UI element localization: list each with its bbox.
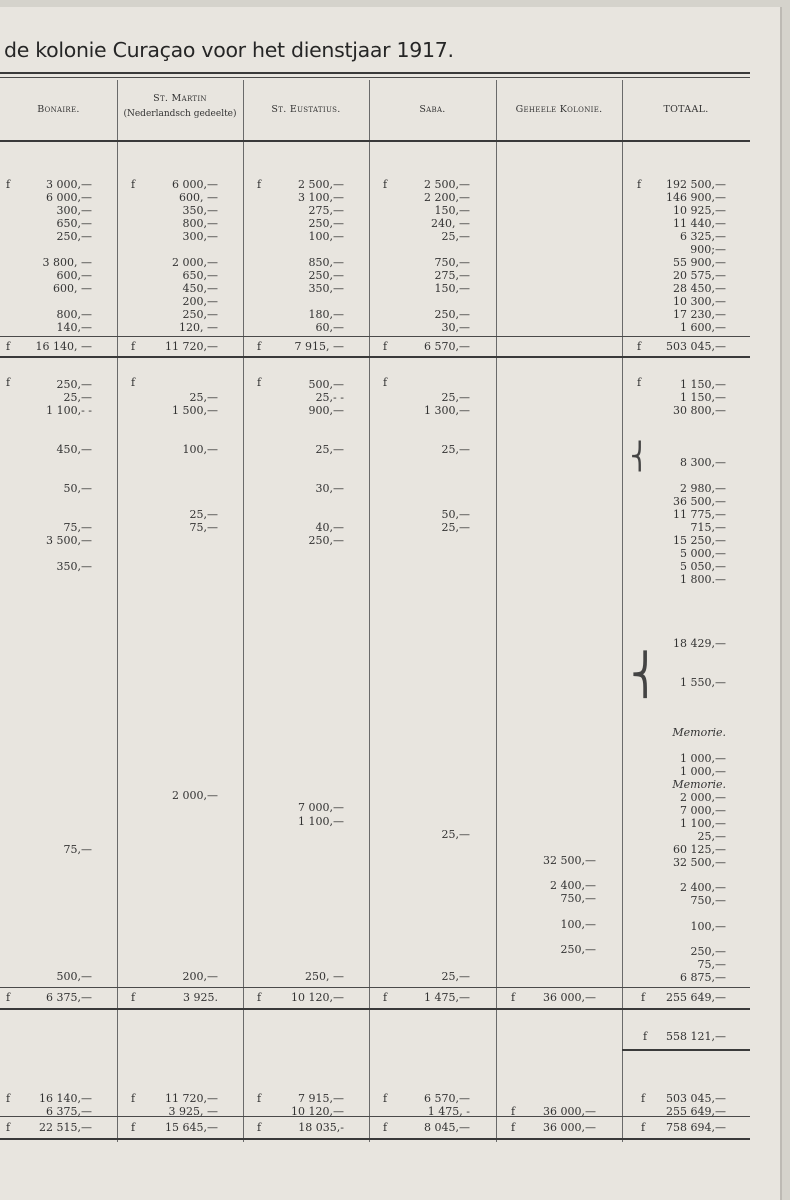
- cell-totaal: 6 325,—: [680, 230, 726, 243]
- cell-geheele: 750,—: [560, 892, 596, 905]
- cell-saba: 275,—: [434, 269, 470, 282]
- florin-sign: f: [131, 340, 136, 353]
- cell-totaal: 503 045,—: [666, 1092, 726, 1105]
- cell-bonaire: 50,—: [63, 482, 92, 495]
- cell-totaal: 20 575,—: [673, 269, 726, 282]
- cell-totaal: 1 000,—: [680, 765, 726, 778]
- florin-sign: f: [6, 1092, 11, 1105]
- cell-totaal: 100,—: [690, 920, 726, 933]
- cell-totaal: Memorie.: [672, 778, 726, 791]
- cell-st-martin: 600, —: [179, 191, 218, 204]
- florin-sign: f: [643, 1030, 648, 1043]
- cell-totaal: 2 980,—: [680, 482, 726, 495]
- florin-sign: f: [131, 376, 136, 389]
- page-title: de kolonie Curaçao voor het dienstjaar 1917.: [4, 38, 454, 62]
- florin-sign: f: [511, 1105, 516, 1118]
- florin-sign: f: [6, 340, 11, 353]
- cell-st-eustatius: 30,—: [315, 482, 344, 495]
- cell-saba: 50,—: [441, 508, 470, 521]
- header-totaal: TOTAAL.: [663, 104, 709, 115]
- cell-totaal: 715,—: [690, 521, 726, 534]
- cell-saba: 750,—: [434, 256, 470, 269]
- col-divider: [369, 80, 370, 1142]
- cell-st-eustatius: 7 915, —: [294, 340, 344, 353]
- cell-totaal: 2 000,—: [680, 791, 726, 804]
- col-divider: [243, 80, 244, 1142]
- cell-st-eustatius: 60,—: [315, 321, 344, 334]
- florin-sign: f: [511, 1121, 516, 1134]
- cell-st-martin: 200,—: [182, 295, 218, 308]
- cell-totaal: 30 800,—: [673, 404, 726, 417]
- cell-bonaire: 250,—: [56, 230, 92, 243]
- cell-totaal: 192 500,—: [666, 178, 726, 191]
- cell-totaal: 60 125,—: [673, 843, 726, 856]
- cell-st-martin: 75,—: [189, 521, 218, 534]
- cell-st-eustatius: 2 500,—: [298, 178, 344, 191]
- cell-totaal: 1 150,—: [680, 391, 726, 404]
- cell-saba: 30,—: [441, 321, 470, 334]
- header-bottom-rule: [0, 140, 750, 142]
- header-st-martin: [117, 91, 243, 122]
- cell-st-eustatius: 7 915,—: [298, 1092, 344, 1105]
- col-divider: [117, 80, 118, 1142]
- cell-bonaire: 75,—: [63, 521, 92, 534]
- cell-bonaire: 25,—: [63, 391, 92, 404]
- cell-bonaire: 6 000,—: [46, 191, 92, 204]
- cell-st-martin: 15 645,—: [165, 1121, 218, 1134]
- grand-sum-rule: [622, 1049, 750, 1051]
- cell-bonaire: 600,—: [56, 269, 92, 282]
- cell-saba: 1 300,—: [424, 404, 470, 417]
- subtotal-rule: [0, 987, 750, 988]
- cell-st-martin: 2 000,—: [172, 256, 218, 269]
- cell-st-martin: 300,—: [182, 230, 218, 243]
- cell-saba: 2 200,—: [424, 191, 470, 204]
- cell-saba: 1 475, -: [427, 1105, 470, 1118]
- florin-sign: f: [257, 340, 262, 353]
- cell-totaal: 7 000,—: [680, 804, 726, 817]
- cell-st-eustatius: 10 120,—: [291, 991, 344, 1004]
- florin-sign: f: [637, 340, 642, 353]
- florin-sign: f: [257, 1121, 262, 1134]
- cell-saba: 240, —: [431, 217, 470, 230]
- cell-saba: 25,—: [441, 443, 470, 456]
- cell-st-eustatius: 900,—: [308, 404, 344, 417]
- florin-sign: f: [383, 340, 388, 353]
- subtotal-rule-bottom: [0, 356, 750, 358]
- florin-sign: f: [257, 991, 262, 1004]
- cell-bonaire: 140,—: [56, 321, 92, 334]
- cell-totaal: 503 045,—: [666, 340, 726, 353]
- cell-st-eustatius: 250,—: [308, 534, 344, 547]
- cell-st-eustatius: 350,—: [308, 282, 344, 295]
- cell-geheele: 32 500,—: [543, 854, 596, 867]
- cell-st-martin: 200,—: [182, 970, 218, 983]
- cell-totaal: 1 100,—: [680, 817, 726, 830]
- cell-saba: 25,—: [441, 391, 470, 404]
- header-geheele-kolonie: Geheele Kolonie.: [515, 104, 603, 115]
- cell-geheele: 36 000,—: [543, 1121, 596, 1134]
- florin-sign: f: [6, 178, 11, 191]
- cell-st-martin: 3 925.: [183, 991, 218, 1004]
- header-bonaire: Bonaire.: [37, 104, 80, 115]
- cell-totaal: 758 694,—: [666, 1121, 726, 1134]
- cell-bonaire: 6 375,—: [46, 1105, 92, 1118]
- cell-bonaire: 16 140,—: [39, 1092, 92, 1105]
- florin-sign: f: [637, 178, 642, 191]
- cell-st-martin: 11 720,—: [165, 340, 218, 353]
- cell-st-martin: 25,—: [189, 391, 218, 404]
- cell-totaal: 750,—: [690, 894, 726, 907]
- cell-totaal: 25,—: [697, 830, 726, 843]
- cell-st-martin: 450,—: [182, 282, 218, 295]
- cell-st-eustatius: 3 100,—: [298, 191, 344, 204]
- cell-bonaire: 1 100,- -: [46, 404, 92, 417]
- florin-sign: f: [257, 178, 262, 191]
- cell-st-eustatius: 25,—: [315, 443, 344, 456]
- cell-bonaire: 3 500,—: [46, 534, 92, 547]
- florin-sign: f: [257, 1092, 262, 1105]
- cell-totaal: 900;—: [690, 243, 726, 256]
- cell-totaal: 1 150,—: [680, 378, 726, 391]
- cell-saba: 25,—: [441, 521, 470, 534]
- cell-saba: 25,—: [441, 828, 470, 841]
- cell-bonaire: 6 375,—: [46, 991, 92, 1004]
- cell-geheele: 250,—: [560, 943, 596, 956]
- cell-saba: 150,—: [434, 204, 470, 217]
- cell-bonaire: 350,—: [56, 560, 92, 573]
- cell-st-eustatius: 25,- -: [315, 391, 344, 404]
- cell-totaal: Memorie.: [672, 726, 726, 739]
- brace-bracket: ⎨: [630, 652, 660, 698]
- cell-totaal: 255 649,—: [666, 1105, 726, 1118]
- cell-st-martin: 6 000,—: [172, 178, 218, 191]
- florin-sign: f: [131, 1092, 136, 1105]
- subtotal-rule: [0, 336, 750, 337]
- cell-bonaire: 250,—: [56, 378, 92, 391]
- header-st-martin-title: St. Martin: [153, 93, 207, 104]
- subtotal-rule-bottom: [0, 1008, 750, 1010]
- florin-sign: f: [637, 376, 642, 389]
- florin-sign: f: [131, 991, 136, 1004]
- cell-st-martin: 11 720,—: [165, 1092, 218, 1105]
- florin-sign: f: [383, 178, 388, 191]
- cell-totaal: 11 775,—: [673, 508, 726, 521]
- cell-bonaire: 600, —: [53, 282, 92, 295]
- cell-st-martin: 100,—: [182, 443, 218, 456]
- cell-totaal: 8 300,—: [680, 456, 726, 469]
- cell-totaal: 55 900,—: [673, 256, 726, 269]
- cell-totaal: 32 500,—: [673, 856, 726, 869]
- cell-bonaire: 3 800, —: [42, 256, 92, 269]
- cell-totaal: 18 429,—: [673, 637, 726, 650]
- cell-totaal: 1 600,—: [680, 321, 726, 334]
- col-divider: [496, 80, 497, 1142]
- cell-saba: 2 500,—: [424, 178, 470, 191]
- header-top-rule: [0, 72, 750, 74]
- cell-st-eustatius: 500,—: [308, 378, 344, 391]
- recap-bottom-rule: [0, 1138, 750, 1140]
- cell-bonaire: 3 000,—: [46, 178, 92, 191]
- cell-totaal: 17 230,—: [673, 308, 726, 321]
- cell-st-eustatius: 275,—: [308, 204, 344, 217]
- cell-bonaire: 650,—: [56, 217, 92, 230]
- cell-saba: 1 475,—: [424, 991, 470, 1004]
- col-divider: [622, 80, 623, 1142]
- cell-totaal: 2 400,—: [680, 881, 726, 894]
- cell-totaal: 1 000,—: [680, 752, 726, 765]
- florin-sign: f: [383, 1121, 388, 1134]
- header-st-martin-sub: (Nederlandsch gedeelte): [123, 109, 237, 119]
- florin-sign: f: [641, 1121, 646, 1134]
- cell-st-eustatius: 18 035,-: [298, 1121, 344, 1134]
- florin-sign: f: [6, 991, 11, 1004]
- cell-totaal: 1 550,—: [680, 676, 726, 689]
- recap-rule: [0, 1116, 750, 1117]
- cell-st-eustatius: 1 100,—: [298, 815, 344, 828]
- cell-saba: 250,—: [434, 308, 470, 321]
- cell-st-martin: 800,—: [182, 217, 218, 230]
- florin-sign: f: [131, 1121, 136, 1134]
- cell-totaal: 28 450,—: [673, 282, 726, 295]
- cell-bonaire: 300,—: [56, 204, 92, 217]
- cell-totaal: 10 300,—: [673, 295, 726, 308]
- cell-saba: 150,—: [434, 282, 470, 295]
- florin-sign: f: [641, 991, 646, 1004]
- cell-st-martin: 1 500,—: [172, 404, 218, 417]
- cell-totaal: 146 900,—: [666, 191, 726, 204]
- cell-st-martin: 3 925, —: [168, 1105, 218, 1118]
- cell-st-eustatius: 7 000,—: [298, 801, 344, 814]
- cell-totaal: 255 649,—: [666, 991, 726, 1004]
- florin-sign: f: [383, 991, 388, 1004]
- header-st-eustatius: St. Eustatius.: [271, 104, 341, 115]
- florin-sign: f: [6, 1121, 11, 1134]
- header-top-rule-2: [0, 77, 750, 78]
- cell-geheele: 100,—: [560, 918, 596, 931]
- cell-st-martin: 25,—: [189, 508, 218, 521]
- cell-geheele: 36 000,—: [543, 991, 596, 1004]
- cell-totaal: 15 250,—: [673, 534, 726, 547]
- cell-st-eustatius: 10 120,—: [291, 1105, 344, 1118]
- cell-bonaire: 16 140, —: [35, 340, 92, 353]
- cell-totaal: 10 925,—: [673, 204, 726, 217]
- cell-geheele: 36 000,—: [543, 1105, 596, 1118]
- cell-bonaire: 500,—: [56, 970, 92, 983]
- grand-sum-value: 558 121,—: [666, 1030, 726, 1043]
- florin-sign: f: [383, 376, 388, 389]
- cell-geheele: 2 400,—: [550, 879, 596, 892]
- cell-bonaire: 450,—: [56, 443, 92, 456]
- cell-st-eustatius: 40,—: [315, 521, 344, 534]
- florin-sign: f: [6, 376, 11, 389]
- cell-totaal: 75,—: [697, 958, 726, 971]
- florin-sign: f: [257, 376, 262, 389]
- cell-saba: 25,—: [441, 970, 470, 983]
- cell-saba: 6 570,—: [424, 340, 470, 353]
- florin-sign: f: [511, 991, 516, 1004]
- florin-sign: f: [641, 1092, 646, 1105]
- cell-bonaire: 75,—: [63, 843, 92, 856]
- cell-st-martin: 120, —: [179, 321, 218, 334]
- cell-st-martin: 650,—: [182, 269, 218, 282]
- header-saba: Saba.: [419, 104, 446, 115]
- cell-totaal: 5 050,—: [680, 560, 726, 573]
- cell-totaal: 6 875,—: [680, 971, 726, 984]
- florin-sign: f: [383, 1092, 388, 1105]
- cell-bonaire: 800,—: [56, 308, 92, 321]
- cell-st-eustatius: 250,—: [308, 217, 344, 230]
- cell-st-eustatius: 100,—: [308, 230, 344, 243]
- cell-st-eustatius: 180,—: [308, 308, 344, 321]
- cell-totaal: 1 800.—: [680, 573, 726, 586]
- cell-saba: 6 570,—: [424, 1092, 470, 1105]
- cell-totaal: 36 500,—: [673, 495, 726, 508]
- cell-saba: 25,—: [441, 230, 470, 243]
- cell-bonaire: 22 515,—: [39, 1121, 92, 1134]
- cell-st-martin: 2 000,—: [172, 789, 218, 802]
- cell-st-martin: 250,—: [182, 308, 218, 321]
- cell-totaal: 5 000,—: [680, 547, 726, 560]
- cell-totaal: 11 440,—: [673, 217, 726, 230]
- cell-st-eustatius: 850,—: [308, 256, 344, 269]
- cell-saba: 8 045,—: [424, 1121, 470, 1134]
- florin-sign: f: [131, 178, 136, 191]
- cell-st-eustatius: 250,—: [308, 269, 344, 282]
- brace-bracket: ⎨: [630, 442, 650, 472]
- cell-totaal: 250,—: [690, 945, 726, 958]
- cell-st-eustatius: 250, —: [305, 970, 344, 983]
- cell-st-martin: 350,—: [182, 204, 218, 217]
